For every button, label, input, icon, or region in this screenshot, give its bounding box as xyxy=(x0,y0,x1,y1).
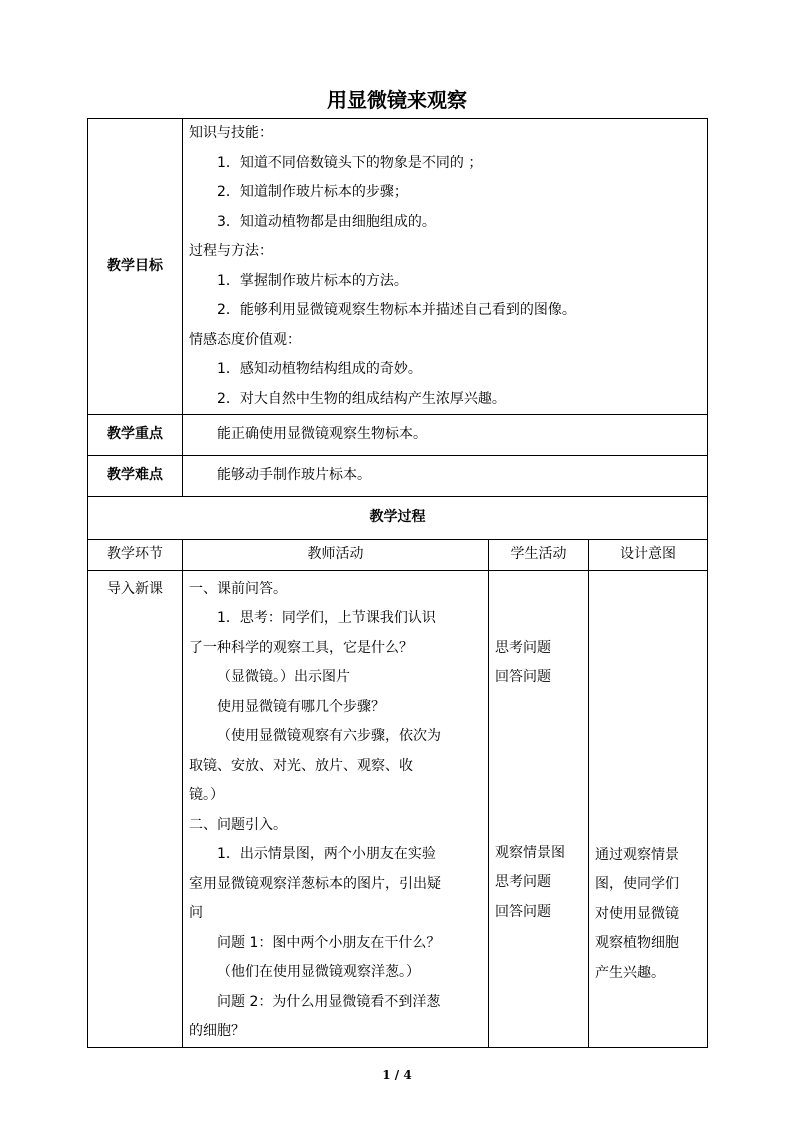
process-section-row xyxy=(88,497,708,540)
teacher-line: 问题 2：为什么用显微镜看不到洋葱 xyxy=(217,993,441,1010)
column-header: 学生活动 xyxy=(489,540,589,571)
column-header: 教学环节 xyxy=(88,540,183,571)
attitude-heading: 情感态度价值观： xyxy=(189,331,301,348)
objectives-row xyxy=(88,119,708,415)
teacher-line: 二、问题引入。 xyxy=(189,816,287,833)
student-line: 思考问题 xyxy=(495,639,551,656)
design-line: 通过观察情景 xyxy=(595,846,679,863)
column-header-row xyxy=(88,540,708,571)
intro-row xyxy=(88,570,708,1047)
teacher-line: （使用显微镜观察有六步骤，依次为 xyxy=(217,728,441,744)
teacher-line: 1．出示情景图，两个小朋友在实验 xyxy=(217,846,436,862)
document-title: 用显微镜来观察 xyxy=(327,88,467,112)
teacher-line: 了一种科学的观察工具，它是什么？ xyxy=(189,639,413,656)
teacher-line: （他们在使用显微镜观察洋葱。） xyxy=(217,964,420,980)
difficulty-text xyxy=(183,456,708,497)
process-item: 2．能够利用显微镜观察生物标本并描述自己看到的图像。 xyxy=(217,302,576,318)
design-line: 观察植物细胞 xyxy=(595,935,679,951)
design-line: 对使用显微镜 xyxy=(595,905,679,922)
teacher-line: 1．思考：同学们，上节课我们认识 xyxy=(217,610,436,626)
student-line: 回答问题 xyxy=(495,903,551,920)
teacher-line: 镜。） xyxy=(189,787,224,803)
knowledge-item: 2．知道制作玻片标本的步骤； xyxy=(217,184,408,200)
process-section-title: 教学过程 xyxy=(88,497,708,540)
teacher-line: 问 xyxy=(189,905,203,921)
phase-text: 导入新课 xyxy=(107,580,163,597)
objectives-label: 教学目标 xyxy=(88,119,183,415)
objectives-content xyxy=(183,119,708,415)
key-point-row xyxy=(88,415,708,456)
phase-label xyxy=(88,570,183,1047)
design-intent-cell xyxy=(589,570,708,1047)
teacher-line: 的细胞？ xyxy=(189,1023,245,1039)
difficulty-value: 能够动手制作玻片标本。 xyxy=(217,467,371,484)
teacher-activity-cell xyxy=(183,570,489,1047)
knowledge-item: 3．知道动植物都是由细胞组成的。 xyxy=(217,213,436,230)
student-line: 观察情景图 xyxy=(495,844,565,861)
lesson-plan-table xyxy=(87,118,708,1048)
teacher-line: 室用显微镜观察洋葱标本的图片，引出疑 xyxy=(189,875,441,892)
teacher-line: （显微镜。）出示图片 xyxy=(217,669,350,685)
design-line: 产生兴趣。 xyxy=(595,964,665,981)
difficulty-label: 教学难点 xyxy=(88,456,183,497)
knowledge-item: 1．知道不同倍数镜头下的物象是不同的 ； xyxy=(217,154,483,171)
teacher-line: 一、课前问答。 xyxy=(189,580,287,597)
attitude-item: 2．对大自然中生物的组成结构产生浓厚兴趣。 xyxy=(217,390,506,407)
column-header: 设计意图 xyxy=(589,540,708,571)
teacher-line: 使用显微镜有哪几个步骤？ xyxy=(217,698,385,715)
process-heading: 过程与方法： xyxy=(189,243,273,259)
student-line: 回答问题 xyxy=(495,669,551,685)
column-header: 教师活动 xyxy=(183,540,489,571)
design-line: 图，使同学们 xyxy=(595,876,679,892)
attitude-item: 1．感知动植物结构组成的奇妙。 xyxy=(217,361,422,377)
student-activity-cell xyxy=(489,570,589,1047)
key-point-text xyxy=(183,415,708,456)
page-number: 1 / 4 xyxy=(382,1068,412,1082)
key-point-label: 教学重点 xyxy=(88,415,183,456)
student-line: 思考问题 xyxy=(495,874,551,890)
knowledge-heading: 知识与技能： xyxy=(189,125,273,141)
teacher-line: 问题 1：图中两个小朋友在干什么？ xyxy=(217,934,441,951)
key-point-value: 能正确使用显微镜观察生物标本。 xyxy=(217,426,427,443)
process-item: 1．掌握制作玻片标本的方法。 xyxy=(217,272,408,289)
difficulty-row xyxy=(88,456,708,497)
teacher-line: 取镜、安放、对光、放片、观察、收 xyxy=(189,757,413,774)
